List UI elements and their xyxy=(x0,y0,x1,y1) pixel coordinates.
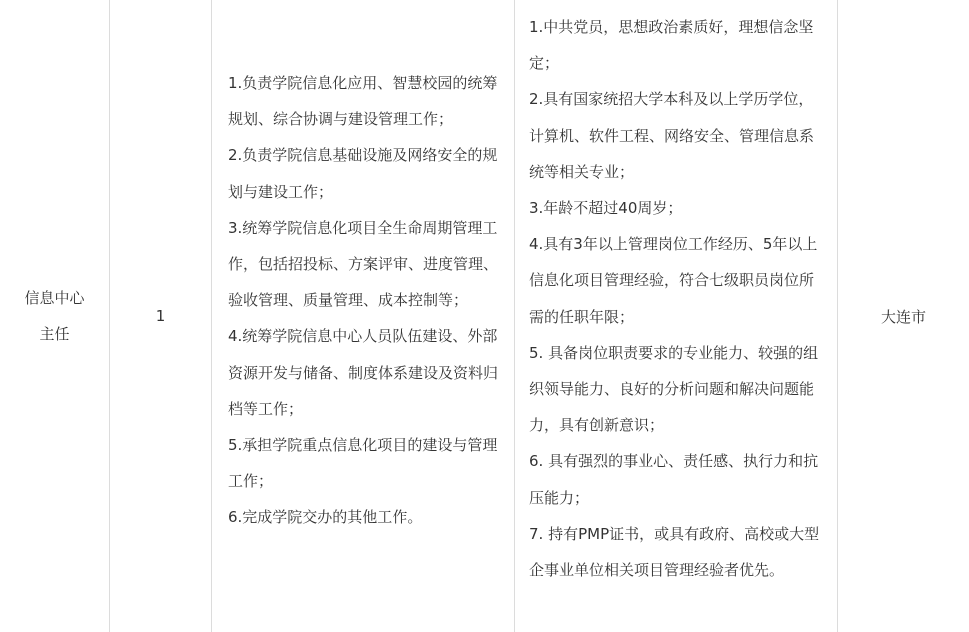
requirement-item: 1.中共党员，思想政治素质好，理想信念坚定； xyxy=(529,18,814,73)
headcount-value: 1 xyxy=(155,307,166,325)
requirement-item: 2.具有国家统招大学本科及以上学历学位，计算机、软件工程、网络安全、管理信息系统等相关专业； xyxy=(529,90,815,181)
location-cell xyxy=(838,0,969,632)
duty-item: 4.统筹学院信息中心人员队伍建设、外部资源开发与储备、制度体系建设及资料归档等工作； xyxy=(228,327,499,418)
duties-cell xyxy=(212,0,514,632)
requirements-cell xyxy=(515,0,837,632)
duty-item: 6.完成学院交办的其他工作。 xyxy=(228,508,423,527)
duty-item: 1.负责学院信息化应用、智慧校园的统筹规划、综合协调与建设管理工作； xyxy=(228,74,498,129)
duty-item: 2.负责学院信息基础设施及网络安全的规划与建设工作； xyxy=(228,146,498,201)
headcount-cell xyxy=(110,0,211,632)
requirement-item: 6. 具有强烈的事业心、责任感、执行力和抗压能力； xyxy=(529,452,819,507)
position-name-line: 信息中心 xyxy=(24,289,85,307)
duty-item: 3.统筹学院信息化项目全生命周期管理工作，包括招投标、方案评审、进度管理、验收管理、质量管理、成本控制等； xyxy=(228,218,499,310)
position-name-line: 主任 xyxy=(39,325,70,343)
location-value: 大连市 xyxy=(880,307,926,326)
position-cell xyxy=(0,0,109,632)
requirement-item: 4.具有3年以上管理岗位工作经历、5年以上信息化项目管理经验，符合七级职员岗位所需的任职年限； xyxy=(529,235,818,326)
requirement-item: 7. 持有PMP证书，或具有政府、高校或大型企事业单位相关项目管理经验者优先。 xyxy=(529,524,820,580)
requirement-item: 5. 具备岗位职责要求的专业能力、较强的组织领导能力、良好的分析问题和解决问题能力，具有创新意识； xyxy=(529,343,819,435)
requirement-item: 3.年龄不超过40周岁； xyxy=(529,199,683,218)
duty-item: 5.承担学院重点信息化项目的建设与管理工作； xyxy=(228,436,498,491)
